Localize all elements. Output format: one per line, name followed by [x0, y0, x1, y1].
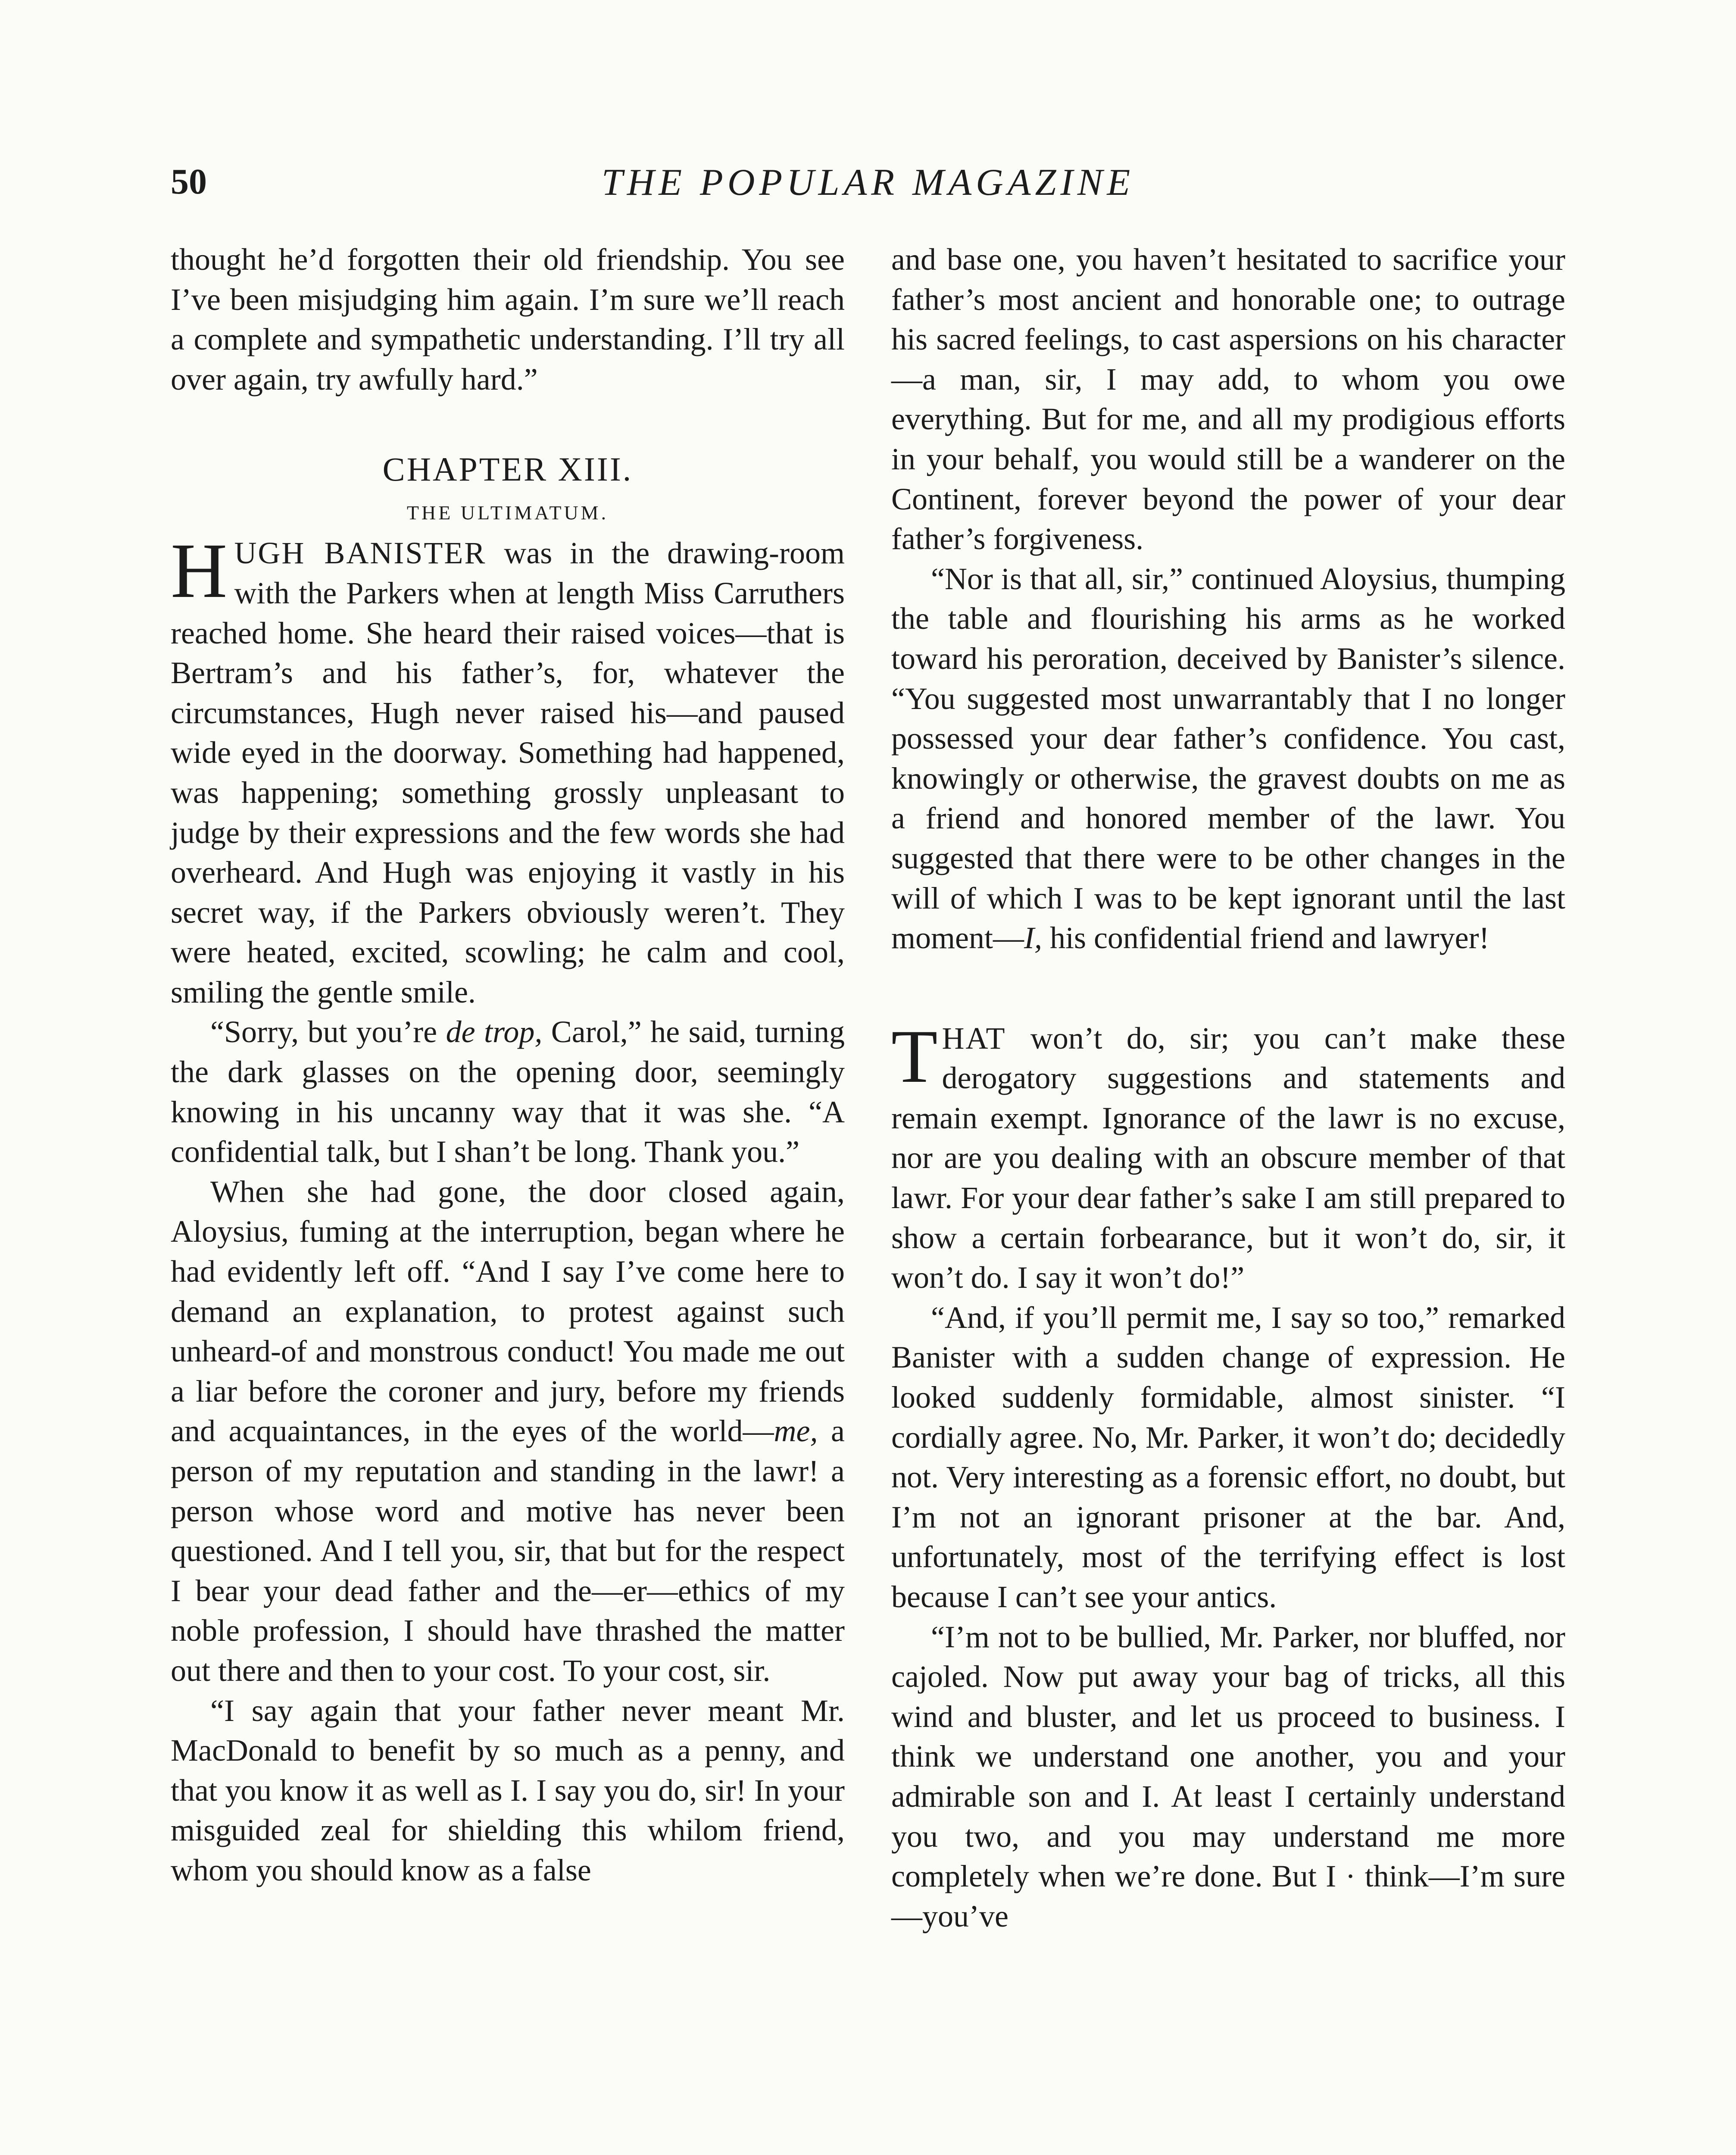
paragraph-text: When she had gone, the door closed again, Aloysius, fuming at the interruption, began where he had evidently left off. “And I say I’ve come here to demand an explanation, to protest against such unheard-of and monstrous conduct! You made me out a liar before the coroner and jury, before my friends and acquaintances, in the eyes of the world— — [171, 1174, 845, 1449]
paragraph-text: “Nor is that all, sir,” continued Aloysius, thumping the table and flourishing his arms as he worked toward his peroration, deceived by Banister’s silence. “You suggested most unwarrantably that I no longer possessed your dear father’s confidence. You cast, knowingly or otherwise, the gravest doubts on me as a friend and honored member of the lawr. You suggested that there were to be other changes in the will of which I was to be kept ignorant until the last moment— — [891, 561, 1565, 956]
paragraph-text: his confidential friend and lawryer! — [1042, 921, 1489, 956]
chapter-title: CHAPTER XIII. — [382, 450, 633, 488]
paragraph — [171, 1012, 845, 1171]
page-number: 50 — [171, 162, 207, 202]
drop-cap: H — [171, 528, 228, 615]
lead-caps: HAT — [942, 1021, 1006, 1056]
paragraph: thought he’d forgotten their old friendship. You see I’ve been misjudging him again. I’m sure we’ll reach a complete and sympathetic understanding. I’ll try all over again, try awfully hard.” — [171, 242, 845, 397]
running-head: THE POPULAR MAGAZINE — [601, 162, 1135, 203]
drop-cap: T — [891, 1014, 938, 1099]
left-column — [171, 240, 845, 1890]
paragraph — [171, 528, 845, 1012]
lead-caps: UGH BANISTER — [234, 536, 487, 571]
paragraph — [891, 559, 1565, 958]
paragraph-text: “Sorry, but you’re — [210, 1015, 446, 1049]
paragraph-text: won’t do, sir; you can’t make these derogatory suggestions and statements and remain exempt. Ignorance of the lawr is no excuse, nor are you dealing with an obscure member of that lawr. For your dear father’s sake I am still prepared to show a certain forbearance, but it won’t do, sir, it won’t do. I say it won’t do!” — [891, 1021, 1565, 1295]
paragraph-text: a person of my reputation and standing in the lawr! a person whose word and motive has never been questioned. And I tell you, sir, that but for the respect I bear your dead father and the—er—ethics of my noble profession, I should have thrashed the matter out there and then to your cost. To your cost, sir. — [171, 1414, 845, 1688]
paragraph — [171, 1172, 845, 1691]
right-column — [891, 240, 1565, 1936]
paragraph: and base one, you haven’t hesitated to sacrifice your father’s most ancient and honorable one; to outrage his sacred feelings, to cast aspersions on his character—a man, sir, I may add, to whom you owe everything. But for me, and all my prodigious efforts in your behalf, you would still be a wanderer on the Continent, forever beyond the power of your dear father’s forgiveness. — [891, 242, 1565, 556]
italic-text: de trop, — [446, 1015, 543, 1049]
paragraph: “I’m not to be bullied, Mr. Parker, nor bluffed, nor cajoled. Now put away your bag of tricks, all this wind and bluster, and let us proceed to business. I think we understand one another, you and your admirable son and I. At least I certainly understand you two, and you may understand me more completely when we’re done. But I · think—I’m sure—you’ve — [891, 1619, 1565, 1933]
paragraph: “I say again that your father never meant Mr. MacDonald to benefit by so much as a penny, and that you know it as well as I. I say you do, sir! In your misguided zeal for shielding this whilom friend, whom you should know as a false — [171, 1693, 845, 1887]
italic-text: I, — [1024, 921, 1042, 956]
italic-text: me, — [774, 1414, 818, 1449]
paragraph — [891, 1014, 1565, 1298]
paragraph-text: was in the drawing-room with the Parkers when at length Miss Carruthers reached home. She heard their raised voices—that is Bertram’s and his father’s, for, whatever the circumstances, Hugh never raised his—and paused wide eyed in the doorway. Something had happened, was happening; something grossly unpleasant to judge by their expressions and the few words she had overheard. And Hugh was enjoying it vastly in his secret way, if the Parkers obviously weren’t. They were heated, excited, scowling; he calm and cool, smiling the gentle smile. — [171, 536, 845, 1009]
paragraph: “And, if you’ll permit me, I say so too,” remarked Banister with a sudden change of expression. He looked suddenly formidable, almost sinister. “I cordially agree. No, Mr. Parker, it won’t do; decidedly not. Very interesting as a forensic effort, no doubt, but I’m not an ignorant prisoner at the bar. And, unfortunately, most of the terrifying effect is lost because I can’t see your antics. — [891, 1300, 1565, 1614]
chapter-subtitle: THE ULTIMATUM. — [406, 502, 609, 524]
section-break — [891, 958, 1565, 1018]
paragraph-text: Carol,” he said, turning the dark glasses on the opening door, seemingly knowing in his uncanny way that it was she. “A confidential talk, but I shan’t be long. Thank you.” — [171, 1015, 845, 1169]
